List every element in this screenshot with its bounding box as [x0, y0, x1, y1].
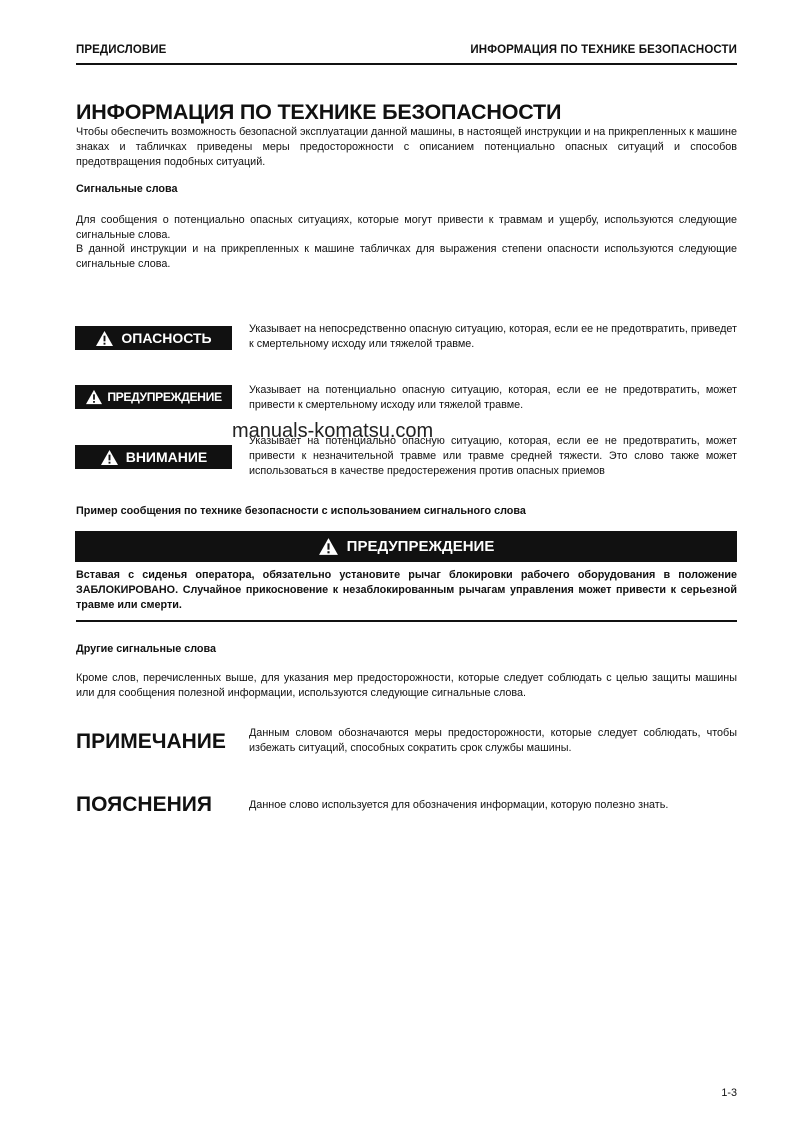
signal-words-paragraph-2: В данной инструкции и на прикрепленных к машине табличках для выражения степени опасности используются следующие сигнальные слова. [76, 243, 737, 270]
explanation-description: Данное слово используется для обозначения информации, которую полезно знать. [249, 799, 669, 811]
warning-triangle-icon [318, 537, 339, 556]
warning-triangle-icon [100, 449, 119, 466]
header-section-left: ПРЕДИСЛОВИЕ [76, 44, 167, 56]
example-heading: Пример сообщения по технике безопасности с использованием сигнального слова [76, 505, 526, 517]
other-words-heading: Другие сигнальные слова [76, 643, 217, 655]
example-banner-label: ПРЕДУПРЕЖДЕНИЕ [346, 538, 495, 555]
page-number: 1-3 [721, 1087, 737, 1099]
warning-label: ПРЕДУПРЕЖДЕНИЕ [107, 390, 222, 404]
caution-label: ВНИМАНИЕ [125, 449, 208, 465]
warning-triangle-icon [95, 330, 114, 347]
intro-paragraph: Чтобы обеспечить возможность безопасной эксплуатации данной машины, в настоящей инструкции и на прикрепленных к машине знаках и табличках приведены меры предосторожности с описанием потенциально опасных ситуаций и способов предотвращения подобных ситуаций. [76, 126, 737, 168]
warning-triangle-icon [85, 389, 103, 405]
note-description: Данным словом обозначаются меры предосторожности, которые следует соблюдать, чтобы избежать ситуаций, способных сократить срок службы машины. [249, 727, 737, 754]
other-words-paragraph: Кроме слов, перечисленных выше, для указания мер предосторожности, которые следует соблюдать с целью защиты машины или для сообщения полезной информации, используются следующие сигнальные слова. [76, 672, 737, 699]
caution-description: Указывает на потенциально опасную ситуацию, которая, если ее не предотвратить, может привести к незначительной травме или травме средней тяжести. Это слово также может использоваться в качестве предостережения против опасных приемов [249, 435, 737, 477]
page-title: ИНФОРМАЦИЯ ПО ТЕХНИКЕ БЕЗОПАСНОСТИ [76, 100, 562, 124]
explanation-word: ПОЯСНЕНИЯ [76, 793, 212, 816]
header-divider [76, 63, 737, 65]
note-word: ПРИМЕЧАНИЕ [76, 730, 226, 753]
header-section-right: ИНФОРМАЦИЯ ПО ТЕХНИКЕ БЕЗОПАСНОСТИ [470, 44, 737, 56]
watermark-text: manuals-komatsu.com [232, 420, 434, 442]
signal-words-paragraph-1: Для сообщения о потенциально опасных ситуациях, которые могут привести к травмам и ущербу, используются следующие сигнальные слова. [76, 214, 737, 241]
danger-badge [75, 326, 232, 350]
example-warning-banner [75, 531, 737, 562]
example-message-text: Вставая с сиденья оператора, обязательно установите рычаг блокировки рабочего оборудования в положение ЗАБЛОКИРОВАНО. Случайное прикосновение к незаблокированным рычагам управления может привести к серьезной травме или смерти. [76, 569, 737, 611]
caution-badge [75, 445, 232, 469]
warning-badge [75, 385, 232, 409]
danger-label: ОПАСНОСТЬ [121, 330, 212, 346]
danger-description: Указывает на непосредственно опасную ситуацию, которая, если ее не предотвратить, приведет к смертельному исходу или тяжелой травме. [249, 323, 737, 350]
signal-words-heading: Сигнальные слова [76, 183, 178, 195]
example-divider [76, 620, 737, 622]
warning-description: Указывает на потенциально опасную ситуацию, которая, если ее не предотвратить, может привести к смертельному исходу или тяжелой травме. [249, 384, 737, 411]
